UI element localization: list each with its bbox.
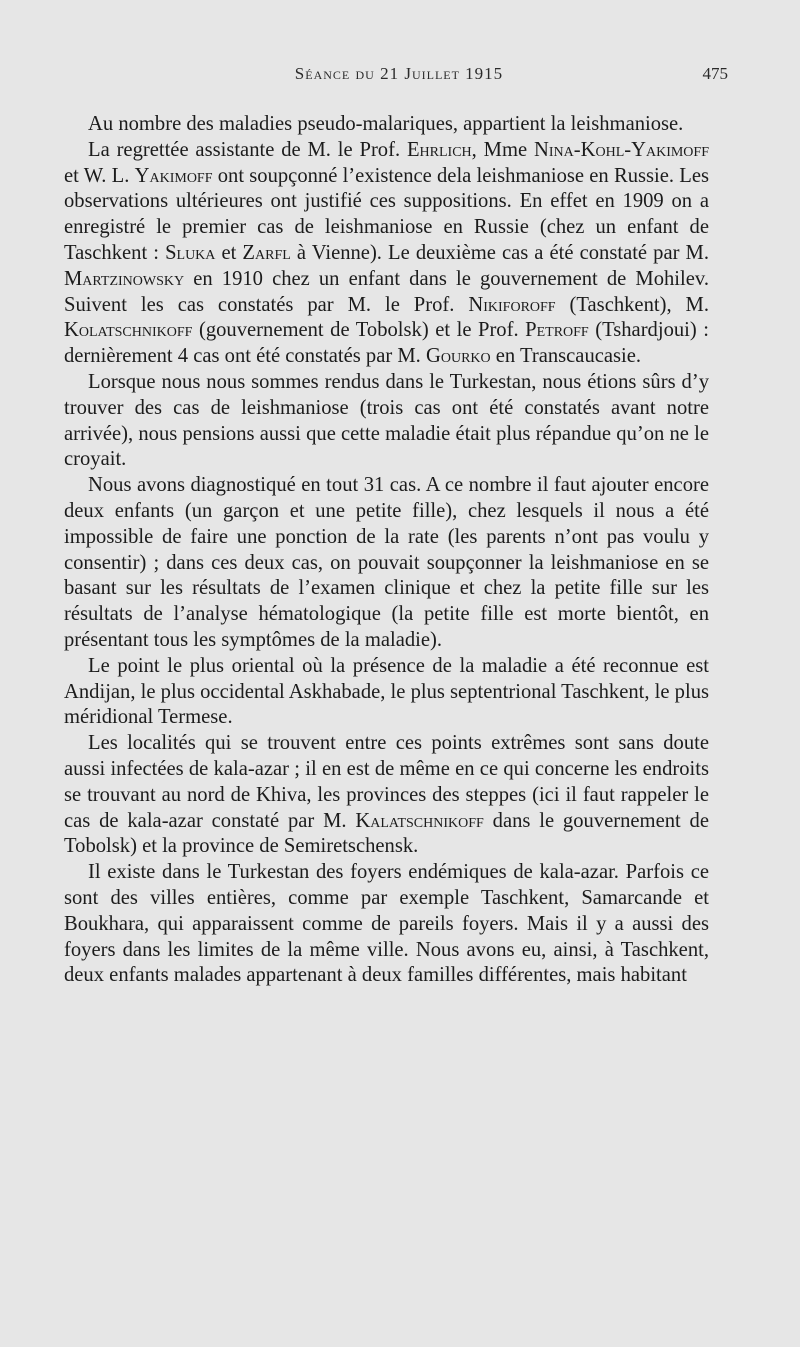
text-run: en Transcaucasie. [490,345,642,368]
text-run: à Vienne). Le deuxième cas a été constaté par M. [290,241,709,264]
text-run: en 1910 chez un enfant dans le gouvernement de Mohilev. Suivent les cas constatés par M. le Prof. [64,267,709,316]
paragraph [64,860,709,989]
author-name: Zarfl [242,241,291,264]
text-run: (gouvernement de Tobolsk) et le Prof. [192,319,526,342]
author-name: Kolatschnikoff [64,319,193,342]
text-run: Au nombre des maladies pseudo-malariques, appartient la leishmaniose. [88,113,684,135]
paragraph [64,731,709,860]
paragraph [64,138,709,370]
author-name: Kalatschnikoff [355,809,484,832]
author-name: Nina-Kohl-Yakimoff [533,138,709,161]
body-text [64,112,709,989]
text-run: (Taschkent), M. [555,293,709,316]
text-run: , Mme [471,138,534,161]
paragraph [64,370,709,473]
text-run: Le point le plus oriental où la présence de la maladie a été reconnue est Andijan, le plus occidental Askhabade, le plus septentrional Taschkent, le plus méridional Termese. [64,654,710,729]
paragraph [64,654,709,731]
author-name: Nikiforoff [468,293,556,316]
text-run: La regrettée assistante de M. le Prof. [88,138,407,161]
text-run: et W. L. [64,164,135,187]
author-name: Gourko [425,345,491,368]
author-name: Sluka [165,241,216,264]
text-run: et [215,241,243,264]
text-run: Les localités qui se trouvent entre ces points extrêmes sont sans doute aussi infectées de kala-azar ; il en est de même en ce qui concerne les endroits se trouvant au nord de Khiva, les provinces des steppes (ici il faut rappeler le cas de kala-azar constaté par M. [64,732,709,832]
paragraph [64,473,709,654]
text-run: Lorsque nous nous sommes rendus dans le Turkestan, nous étions sûrs d’y trouver des cas de leishmaniose (trois cas ont été constatés avant notre arrivée), nous pensions aussi que cette maladie était plus répandue qu’on ne le croyait. [64,370,709,471]
text-run: (Tshardjoui) : dernièrement 4 cas ont été constatés par M. [64,319,709,368]
text-run: Nous avons diagnostiqué en tout 31 cas. A ce nombre il faut ajouter encore deux enfants (un garçon et une petite fille), chez lesquels il nous a été impossible de faire une ponction de la rate (les parents n’ont pas voulu y consentir) ; dans ces deux cas, on pouvait soupçonner la leishmaniose en se basant sur les résultats de l’examen clinique et chez la petite fille sur les résultats de l’analyse hématologique (la petite fille est morte bientôt, en présentant tous les symptômes de la maladie). [64,474,709,651]
text-run: dans le gouvernement de Tobolsk) et la province de Semiretschensk. [64,809,709,858]
running-head: Séance du 21 Juillet 1915 [294,64,504,83]
page-header [70,64,728,94]
author-name: Petroff [525,319,589,342]
author-name: Yakimoff [134,164,213,187]
author-name: Ehrlich [406,138,472,161]
text-run: ont soupçonné l’existence dela leishmaniose en Russie. Les observations ultérieures ont justifié ces suppositions. En effet en 1909 on a enregistré le premier cas de leishmaniose en Russie (chez un enfant de Taschkent : [64,164,709,264]
paragraph [64,112,709,138]
page-number: 475 [702,64,728,83]
text-run: Il existe dans le Turkestan des foyers endémiques de kala-azar. Parfois ce sont des villes entières, comme par exemple Taschkent, Samarcande et Boukhara, qui apparaissent comme de pareils foyers. Mais il y a aussi des foyers dans les limites de la même ville. Nous avons eu, ainsi, à Taschkent, deux enfants malades appartenant à deux familles différentes, mais habitant [64,861,709,987]
author-name: Martzinowsky [64,267,185,290]
